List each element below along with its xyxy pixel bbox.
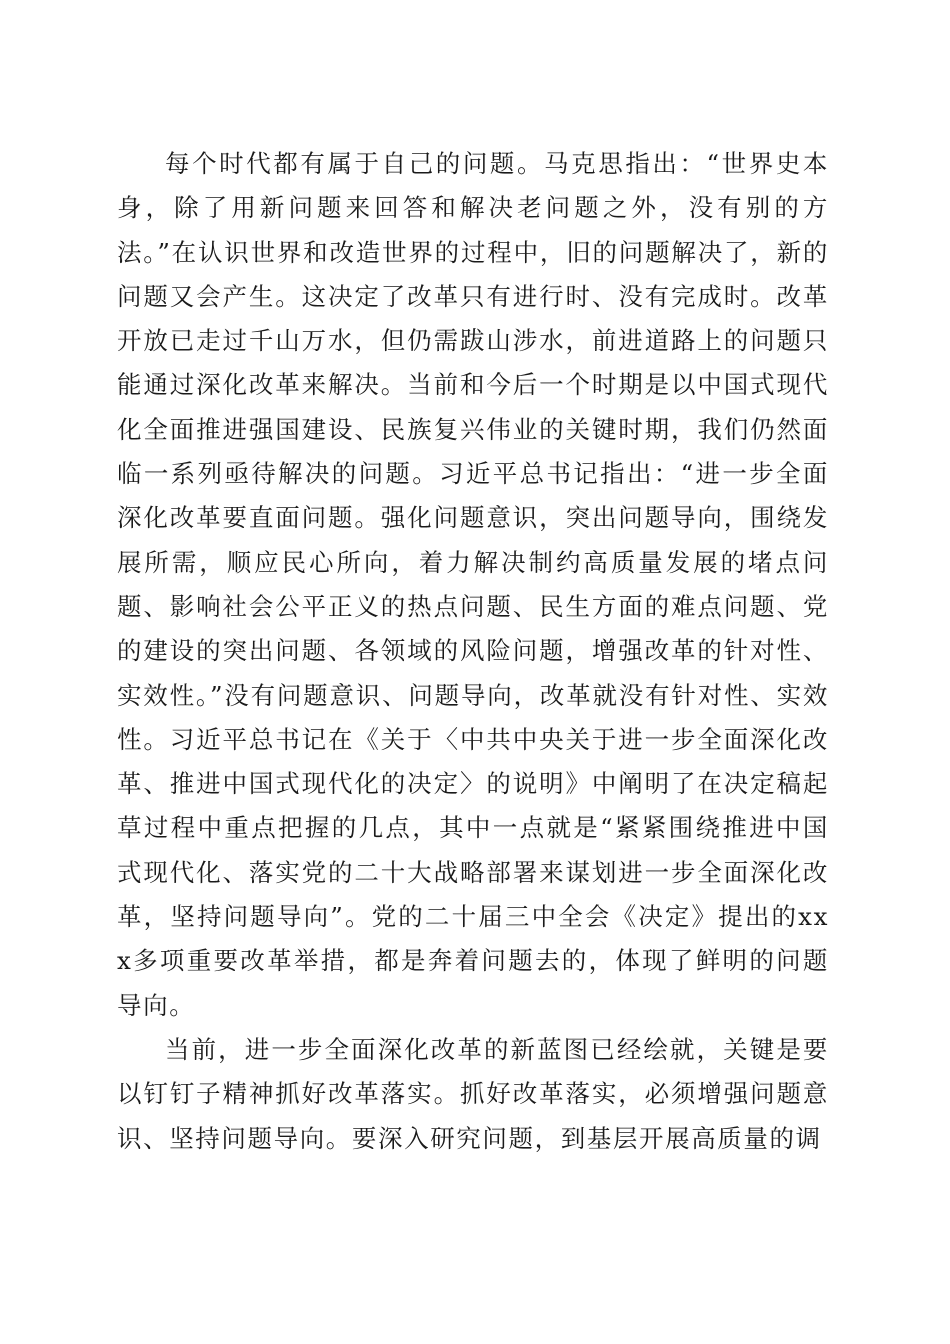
paragraph-problem-orientation: 每个时代都有属于自己的问题。马克思指出：“世界史本身，除了用新问题来回答和解决老问题之外，没有别的方法。”在认识世界和改造世界的过程中，旧的问题解决了，新的问题又会产生。这决定了改革只有进行时、没有完成时。改革开放已走过千山万水，但仍需跋山涉水，前进道路上的问题只能通过深化改革来解决。当前和今后一个时期是以中国式现代化全面推进强国建设、民族复兴伟业的关键时期，我们仍然面临一系列亟待解决的问题。习近平总书记指出：“进一步全面深化改革要直面问题。强化问题意识，突出问题导向，围绕发展所需，顺应民心所向，着力解决制约高质量发展的堵点问题、影响社会公平正义的热点问题、民生方面的难点问题、党的建设的突出问题、各领域的风险问题，增强改革的针对性、实效性。”没有问题意识、问题导向，改革就没有针对性、实效性。习近平总书记在《关于〈中共中央关于进一步全面深化改革、推进中国式现代化的决定〉的说明》中阐明了在决定稿起草过程中重点把握的几点，其中一点就是“紧紧围绕推进中国式现代化、落实党的二十大战略部署来谋划进一步全面深化改革，坚持问题导向”。党的二十届三中全会《决定》提出的xxx多项重要改革举措，都是奔着问题去的，体现了鲜明的问题导向。: [117, 149, 829, 1020]
paragraph-reform-implementation: 当前，进一步全面深化改革的新蓝图已经绘就，关键是要以钉钉子精神抓好改革落实。抓好改革落实，必须增强问题意识、坚持问题导向。要深入研究问题，到基层开展高质量的调: [117, 1034, 829, 1153]
document-body: [117, 142, 829, 1161]
